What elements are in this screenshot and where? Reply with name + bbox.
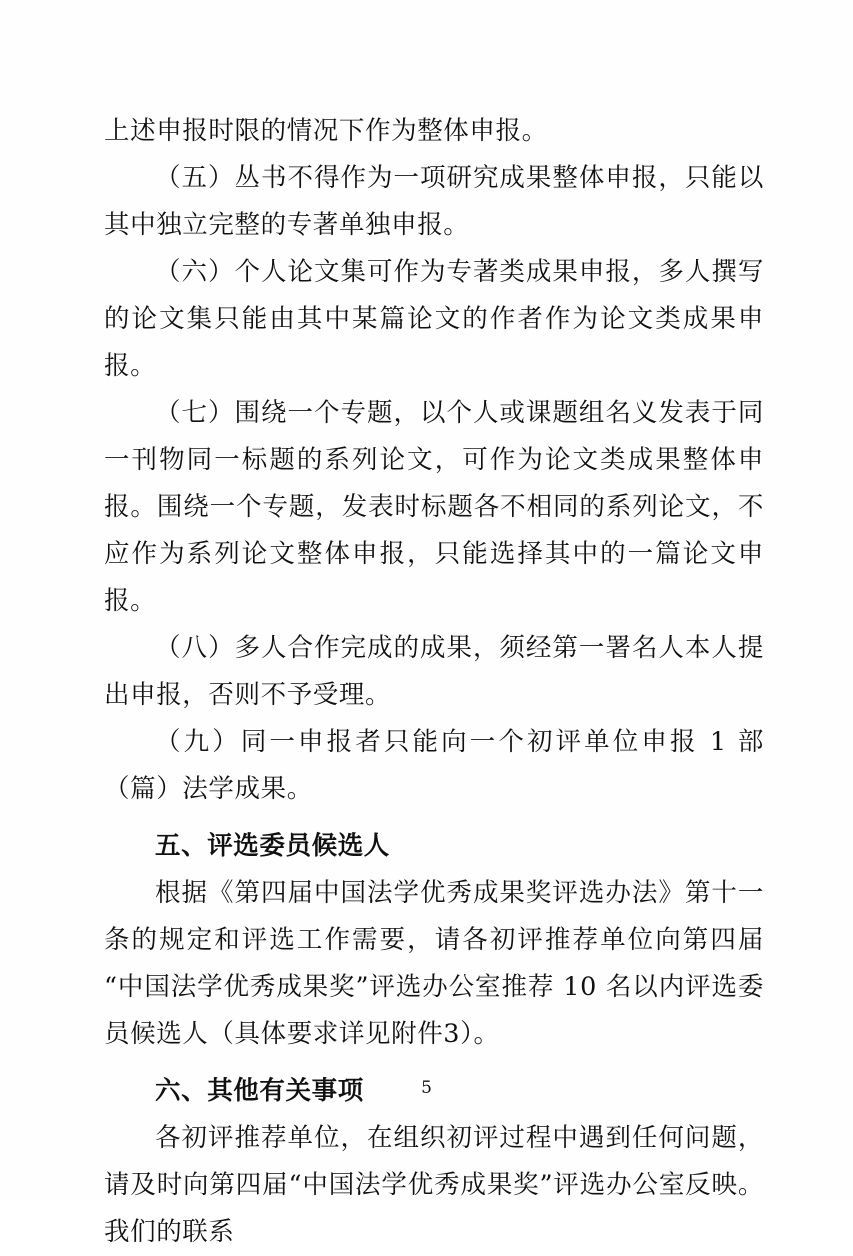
section-body-six: 各初评推荐单位，在组织初评过程中遇到任何问题，请及时向第四届“中国法学优秀成果奖”评选办公室反映。我们的联系 — [104, 1123, 764, 1247]
section-heading-five: 五、评选委员候选人 — [155, 831, 390, 861]
paragraph-item-nine: （九）同一申报者只能向一个初评单位申报 1 部（篇）法学成果。 — [104, 727, 764, 804]
paragraph-item-five: （五）丛书不得作为一项研究成果整体申报，只能以其中独立完整的专著单独申报。 — [104, 163, 764, 240]
page-number: 5 — [421, 1078, 432, 1098]
paragraph-continuation: 上述申报时限的情况下作为整体申报。 — [104, 116, 548, 146]
paragraph-item-six: （六）个人论文集可作为专著类成果申报，多人撰写的论文集只能由其中某篇论文的作者作为论文类成果申报。 — [104, 257, 764, 381]
paragraph-item-seven: （七）围绕一个专题，以个人或课题组名义发表于同一刊物同一标题的系列论文，可作为论文类成果整体申报。围绕一个专题，发表时标题各不相同的系列论文，不应作为系列论文整体申报，只能选择其中的一篇论文申报。 — [104, 398, 764, 616]
spacer — [104, 1058, 764, 1068]
section-body-five: 根据《第四届中国法学优秀成果奖评选办法》第十一条的规定和评选工作需要，请各初评推荐单位向第四届“中国法学优秀成果奖”评选办公室推荐 10 名以内评选委员候选人（具体要求详见附件3）。 — [104, 878, 764, 1049]
paragraph-item-eight: （八）多人合作完成的成果，须经第一署名人本人提出申报，否则不予受理。 — [104, 633, 764, 710]
spacer — [104, 813, 764, 823]
section-heading-six: 六、其他有关事项 — [155, 1076, 364, 1106]
